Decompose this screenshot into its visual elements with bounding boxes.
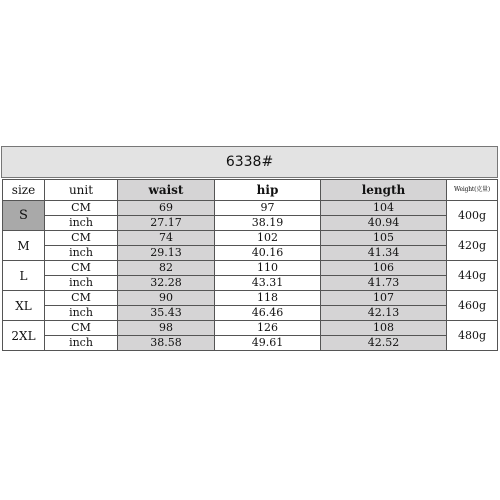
table-title-text: 6338# bbox=[225, 154, 274, 170]
length-cell: 107 bbox=[321, 291, 447, 306]
unit-cell: inch bbox=[45, 306, 118, 321]
weight-cell: 480g bbox=[447, 321, 498, 351]
size-label: L bbox=[3, 261, 45, 291]
unit-cell: CM bbox=[45, 321, 118, 336]
header-length: length bbox=[321, 180, 447, 201]
table-row bbox=[3, 216, 498, 231]
hip-cell: 43.31 bbox=[215, 276, 321, 291]
waist-cell: 35.43 bbox=[118, 306, 215, 321]
hip-cell: 38.19 bbox=[215, 216, 321, 231]
waist-cell: 98 bbox=[118, 321, 215, 336]
length-cell: 106 bbox=[321, 261, 447, 276]
hip-cell: 97 bbox=[215, 201, 321, 216]
table-row bbox=[3, 321, 498, 336]
length-cell: 42.52 bbox=[321, 336, 447, 351]
waist-cell: 32.28 bbox=[118, 276, 215, 291]
unit-cell: inch bbox=[45, 276, 118, 291]
header-row bbox=[3, 180, 498, 201]
unit-cell: inch bbox=[45, 336, 118, 351]
hip-cell: 102 bbox=[215, 231, 321, 246]
table-row bbox=[3, 201, 498, 216]
weight-cell: 400g bbox=[447, 201, 498, 231]
hip-cell: 110 bbox=[215, 261, 321, 276]
unit-cell: inch bbox=[45, 216, 118, 231]
weight-cell: 460g bbox=[447, 291, 498, 321]
waist-cell: 74 bbox=[118, 231, 215, 246]
length-cell: 105 bbox=[321, 231, 447, 246]
length-cell: 42.13 bbox=[321, 306, 447, 321]
size-chart-table bbox=[2, 179, 498, 351]
table-row bbox=[3, 231, 498, 246]
unit-cell: CM bbox=[45, 201, 118, 216]
waist-cell: 90 bbox=[118, 291, 215, 306]
size-label: M bbox=[3, 231, 45, 261]
hip-cell: 126 bbox=[215, 321, 321, 336]
table-row bbox=[3, 336, 498, 351]
weight-cell: 420g bbox=[447, 231, 498, 261]
length-cell: 104 bbox=[321, 201, 447, 216]
weight-cell: 440g bbox=[447, 261, 498, 291]
waist-cell: 27.17 bbox=[118, 216, 215, 231]
hip-cell: 49.61 bbox=[215, 336, 321, 351]
header-waist: waist bbox=[118, 180, 215, 201]
table-title bbox=[1, 146, 498, 178]
hip-cell: 118 bbox=[215, 291, 321, 306]
length-cell: 108 bbox=[321, 321, 447, 336]
unit-cell: inch bbox=[45, 246, 118, 261]
waist-cell: 69 bbox=[118, 201, 215, 216]
header-unit: unit bbox=[45, 180, 118, 201]
size-label: S bbox=[3, 201, 45, 231]
unit-cell: CM bbox=[45, 261, 118, 276]
header-size: size bbox=[3, 180, 45, 201]
hip-cell: 46.46 bbox=[215, 306, 321, 321]
hip-cell: 40.16 bbox=[215, 246, 321, 261]
unit-cell: CM bbox=[45, 231, 118, 246]
length-cell: 41.73 bbox=[321, 276, 447, 291]
length-cell: 40.94 bbox=[321, 216, 447, 231]
waist-cell: 29.13 bbox=[118, 246, 215, 261]
size-label: 2XL bbox=[3, 321, 45, 351]
header-hip: hip bbox=[215, 180, 321, 201]
unit-cell: CM bbox=[45, 291, 118, 306]
header-weight: Weight(克量) bbox=[447, 180, 498, 201]
table-row bbox=[3, 261, 498, 276]
table-row bbox=[3, 246, 498, 261]
table-row bbox=[3, 276, 498, 291]
table-row bbox=[3, 291, 498, 306]
waist-cell: 82 bbox=[118, 261, 215, 276]
length-cell: 41.34 bbox=[321, 246, 447, 261]
waist-cell: 38.58 bbox=[118, 336, 215, 351]
table-row bbox=[3, 306, 498, 321]
size-label: XL bbox=[3, 291, 45, 321]
